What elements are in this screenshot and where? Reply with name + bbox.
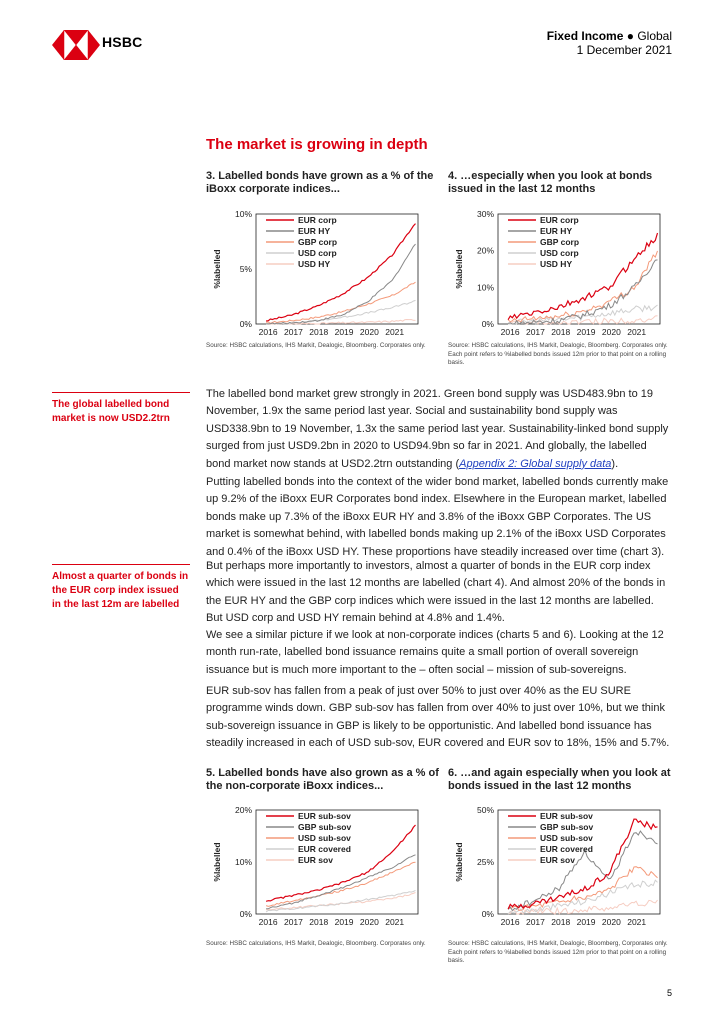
- chart-3-source: Source: HSBC calculations, IHS Markit, Dealogic, Bloomberg. Corporates only.: [206, 342, 426, 349]
- x-tick-label: 2017: [525, 917, 545, 927]
- brand-name: HSBC: [102, 34, 143, 50]
- legend-label: USD HY: [540, 259, 573, 269]
- x-tick-label: 2018: [309, 327, 329, 337]
- x-tick-label: 2021: [385, 327, 405, 337]
- chart-3: [206, 204, 442, 340]
- chart-4-source: Source: HSBC calculations, IHS Markit, Dealogic, Bloomberg. Corporates only. Each point refers to %labelled bonds issued 12m prior to that point on a rolling basis.: [448, 342, 668, 366]
- legend-label: GBP sub-sov: [298, 822, 352, 832]
- legend-label: USD HY: [298, 259, 331, 269]
- x-tick-label: 2016: [500, 917, 520, 927]
- chart-4-title: 4. …especially when you look at bonds issued in the last 12 months: [448, 170, 653, 195]
- legend-label: EUR sov: [540, 855, 575, 865]
- legend-label: EUR sub-sov: [540, 811, 593, 821]
- legend-label: USD sub-sov: [540, 833, 593, 843]
- legend-label: GBP corp: [298, 237, 338, 247]
- x-tick-label: 2018: [551, 327, 571, 337]
- paragraph-2: Putting labelled bonds into the context of the wider bond market, labelled bonds currently make up 9.2% of the iBoxx EUR Corporates bond index. Elsewhere in the European market, labelled bonds make up 7.3% of the iBoxx EUR HY and 3.8% of the iBoxx GBP Corporates. The US market is somewhat behind, with labelled bonds making up 2.1% of the iBoxx USD Corporates and 0.4% of the iBoxx USD HY. These proportions have steadily increased over time (chart 3).: [206, 476, 669, 558]
- y-axis-label: %labelled: [454, 842, 464, 882]
- legend-label: EUR sub-sov: [298, 811, 351, 821]
- series-line-usd-sub-sov: [266, 862, 415, 906]
- x-tick-label: 2021: [385, 917, 405, 927]
- legend-label: EUR HY: [540, 226, 573, 236]
- chart-4: [448, 204, 684, 340]
- x-tick-label: 2019: [334, 327, 354, 337]
- legend-label: EUR HY: [298, 226, 331, 236]
- y-tick-label: 0%: [481, 909, 494, 919]
- hsbc-logo-icon: [52, 30, 100, 60]
- x-tick-label: 2017: [283, 917, 303, 927]
- y-tick-label: 5%: [239, 264, 252, 274]
- chart-6: [448, 800, 684, 930]
- paragraph-3: But perhaps more importantly to investors, almost a quarter of bonds in the EUR corp index which were issued in the last 12 months are labelled (chart 4). And almost 20% of the bonds in the EUR HY and the GBP corp indices which were issued in the last 12 months are labelled. But USD corp and USD HY remain behind at 4.8% and 1.4%.: [206, 560, 666, 625]
- sidenote-global-market: The global labelled bond market is now USD2.2trn: [52, 392, 190, 426]
- paragraph-1-end: ).: [611, 457, 619, 470]
- x-tick-label: 2017: [283, 327, 303, 337]
- series-line-eur-covered: [508, 880, 657, 914]
- x-tick-label: 2019: [576, 327, 596, 337]
- x-tick-label: 2016: [500, 327, 520, 337]
- y-axis-label: %labelled: [212, 842, 222, 882]
- section-title: The market is growing in depth: [206, 136, 428, 153]
- sidenote-eur-corp: Almost a quarter of bonds in the EUR corp index issued in the last 12m are labelled: [52, 564, 190, 612]
- y-tick-label: 0%: [239, 909, 252, 919]
- y-axis-label: %labelled: [212, 249, 222, 289]
- x-tick-label: 2021: [627, 917, 647, 927]
- chart-5-title: 5. Labelled bonds have also grown as a % of the non-corporate iBoxx indices...: [206, 767, 439, 792]
- x-tick-label: 2017: [525, 327, 545, 337]
- y-tick-label: 0%: [239, 319, 252, 329]
- header-section: [547, 29, 672, 43]
- bullet-icon: ●: [626, 29, 634, 43]
- legend-label: EUR covered: [540, 844, 593, 854]
- y-tick-label: 25%: [476, 857, 494, 867]
- chart-6-source: Source: HSBC calculations, IHS Markit, Dealogic, Bloomberg, Corporates only. Each point refers to %labelled bonds issued 12m prior to that point on a rolling basis.: [448, 940, 668, 964]
- series-line-gbp-corp: [266, 282, 415, 323]
- x-tick-label: 2020: [359, 917, 379, 927]
- y-tick-label: 20%: [234, 805, 252, 815]
- legend-label: USD sub-sov: [298, 833, 351, 843]
- x-tick-label: 2020: [601, 917, 621, 927]
- x-tick-label: 2020: [359, 327, 379, 337]
- y-tick-label: 10%: [234, 209, 252, 219]
- x-tick-label: 2021: [627, 327, 647, 337]
- series-line-gbp-corp: [508, 251, 657, 322]
- x-tick-label: 2018: [551, 917, 571, 927]
- y-tick-label: 0%: [481, 319, 494, 329]
- appendix-link[interactable]: Appendix 2: Global supply data: [459, 457, 612, 470]
- x-tick-label: 2019: [576, 917, 596, 927]
- legend-label: EUR corp: [298, 215, 337, 225]
- y-tick-label: 10%: [234, 857, 252, 867]
- x-tick-label: 2020: [601, 327, 621, 337]
- legend-label: GBP corp: [540, 237, 580, 247]
- series-line-eur-corp: [266, 224, 415, 321]
- y-tick-label: 10%: [476, 282, 494, 293]
- header-section-name: Fixed Income: [546, 29, 624, 43]
- header-date: 1 December 2021: [576, 43, 672, 57]
- legend-label: EUR sov: [298, 855, 333, 865]
- y-axis-label: %labelled: [454, 249, 464, 289]
- header-region: Global: [637, 29, 672, 43]
- paragraph-4: We see a similar picture if we look at non-corporate indices (charts 5 and 6). Looking at the 12 month run-rate, labelled bond issuance remains quite a small portion of overall sovereign issuance but is much more important to the – often social – mission of sub-sovereigns.: [206, 629, 664, 676]
- legend-label: EUR corp: [540, 215, 579, 225]
- y-tick-label: 50%: [476, 805, 494, 815]
- paragraph-1: [206, 386, 672, 473]
- y-tick-label: 20%: [476, 245, 494, 256]
- paragraph-1-text: The labelled bond market grew strongly in 2021. Green bond supply was USD483.9bn to 19 November, 1.9x the same period last year. Social and sustainability bond supply was USD338.9bn to 19 November, 1.3x the same period last year. Sustainability-linked bond supply surged from just USD9.2bn in 2020 to USD94.9bn so far in 2021. And globally, the labelled bond market now stands at USD2.2trn outstanding (: [206, 388, 669, 470]
- chart-6-title: 6. …and again especially when you look at bonds issued in the last 12 months: [448, 767, 671, 792]
- chart-5: [206, 800, 442, 930]
- paragraph-5: EUR sub-sov has fallen from a peak of just over 50% to just over 40% as the EU SURE programme winds down. GBP sub-sov has fallen from over 40% to just over 10%, but we think sub-sovereign issuance in GBP is likely to be opportunistic. And labelled bond issuance has steadily increased in each of USD sub-sov, EUR covered and EUR sov to 18%, 15% and 5.7%.: [206, 685, 670, 750]
- x-tick-label: 2019: [334, 917, 354, 927]
- y-tick-label: 30%: [476, 209, 494, 219]
- legend-label: EUR covered: [298, 844, 351, 854]
- legend-label: USD corp: [298, 248, 337, 258]
- x-tick-label: 2016: [258, 327, 278, 337]
- chart-3-title: 3. Labelled bonds have grown as a % of the iBoxx corporate indices...: [206, 170, 434, 195]
- x-tick-label: 2018: [309, 917, 329, 927]
- series-line-eur-hy: [508, 260, 657, 324]
- x-tick-label: 2016: [258, 917, 278, 927]
- legend-label: USD corp: [540, 248, 579, 258]
- page-number: 5: [666, 988, 672, 998]
- legend-label: GBP sub-sov: [540, 822, 594, 832]
- chart-5-source: Source: HSBC calculations, IHS Markit, Dealogic, Bloomberg. Corporates only.: [206, 940, 426, 947]
